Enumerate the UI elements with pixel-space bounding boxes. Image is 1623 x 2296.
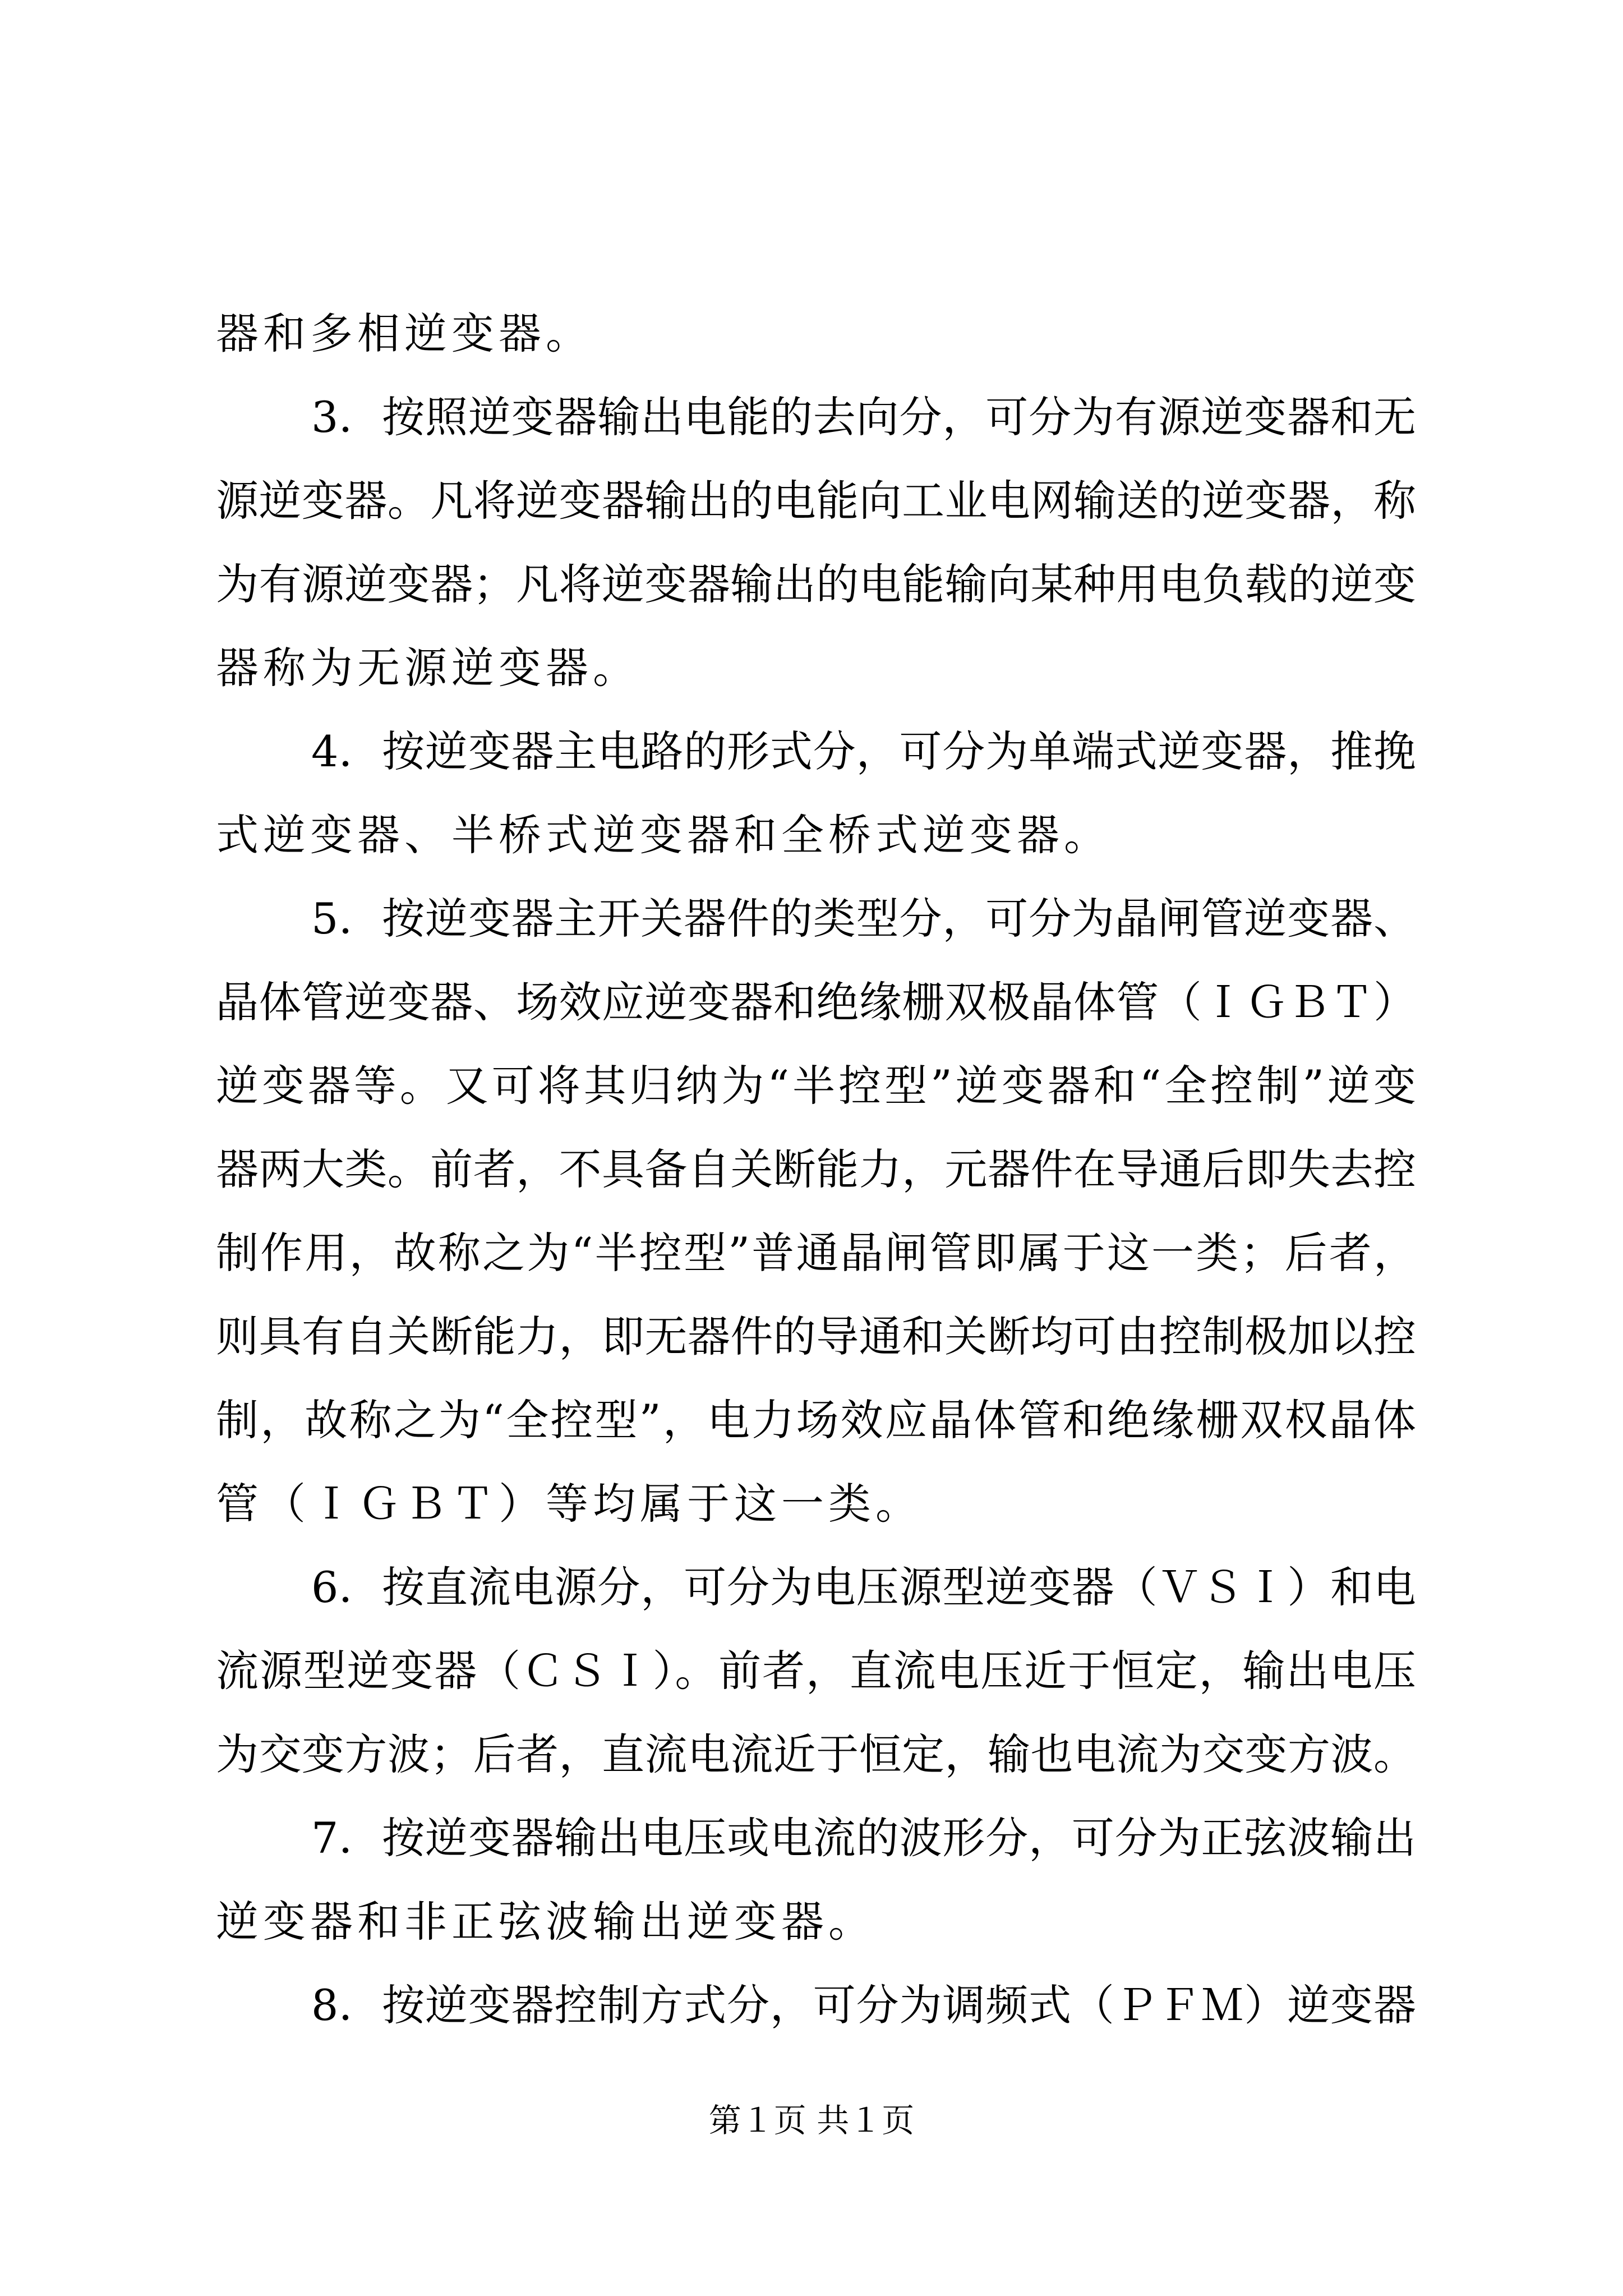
text-line: 6．按直流电源分，可分为电压源型逆变器（ＶＳＩ）和电 [311, 1562, 1416, 1612]
text-line: 4．按逆变器主电路的形式分，可分为单端式逆变器，推挽 [311, 726, 1416, 776]
text-line: 管（ＩＧＢＴ）等均属于这一类。 [216, 1479, 923, 1529]
text-line: 流源型逆变器（ＣＳＩ）。前者，直流电压近于恒定，输出电压 [216, 1646, 1416, 1696]
text-line: 式逆变器、半桥式逆变器和全桥式逆变器。 [216, 810, 1111, 860]
text-line: 8．按逆变器控制方式分，可分为调频式（ＰＦＭ）逆变器 [311, 1980, 1416, 2030]
text-line: 源逆变器。凡将逆变器输出的电能向工业电网输送的逆变器，称 [216, 476, 1416, 526]
text-line: 逆变器等。又可将其归纳为“半控型”逆变器和“全控制”逆变 [216, 1061, 1416, 1111]
text-line: 为有源逆变器；凡将逆变器输出的电能输向某种用电负载的逆变 [216, 559, 1416, 609]
text-line: 5．按逆变器主开关器件的类型分，可分为晶闸管逆变器、 [311, 894, 1416, 944]
text-line: 器和多相逆变器。 [216, 309, 593, 358]
text-line: 器称为无源逆变器。 [216, 643, 640, 693]
text-line: 则具有自关断能力，即无器件的导通和关断均可由控制极加以控 [216, 1312, 1416, 1361]
page-footer: 第１页 共１页 [708, 2101, 915, 2139]
text-line: 逆变器和非正弦波输出逆变器。 [216, 1897, 875, 1947]
text-line: 器两大类。前者，不具备自关断能力，元器件在导通后即失去控 [216, 1144, 1416, 1194]
text-line: 3．按照逆变器输出电能的去向分，可分为有源逆变器和无 [311, 392, 1416, 442]
text-line: 晶体管逆变器、场效应逆变器和绝缘栅双极晶体管（ＩＧＢＴ） [216, 977, 1416, 1027]
text-line: 为交变方波；后者，直流电流近于恒定，输也电流为交变方波。 [216, 1729, 1416, 1779]
text-line: 制，故称之为“全控型”，电力场效应晶体管和绝缘栅双权晶体 [216, 1395, 1416, 1445]
text-line: 制作用，故称之为“半控型”普通晶闸管即属于这一类；后者， [216, 1228, 1416, 1278]
text-line: 7．按逆变器输出电压或电流的波形分，可分为正弦波输出 [311, 1813, 1416, 1863]
